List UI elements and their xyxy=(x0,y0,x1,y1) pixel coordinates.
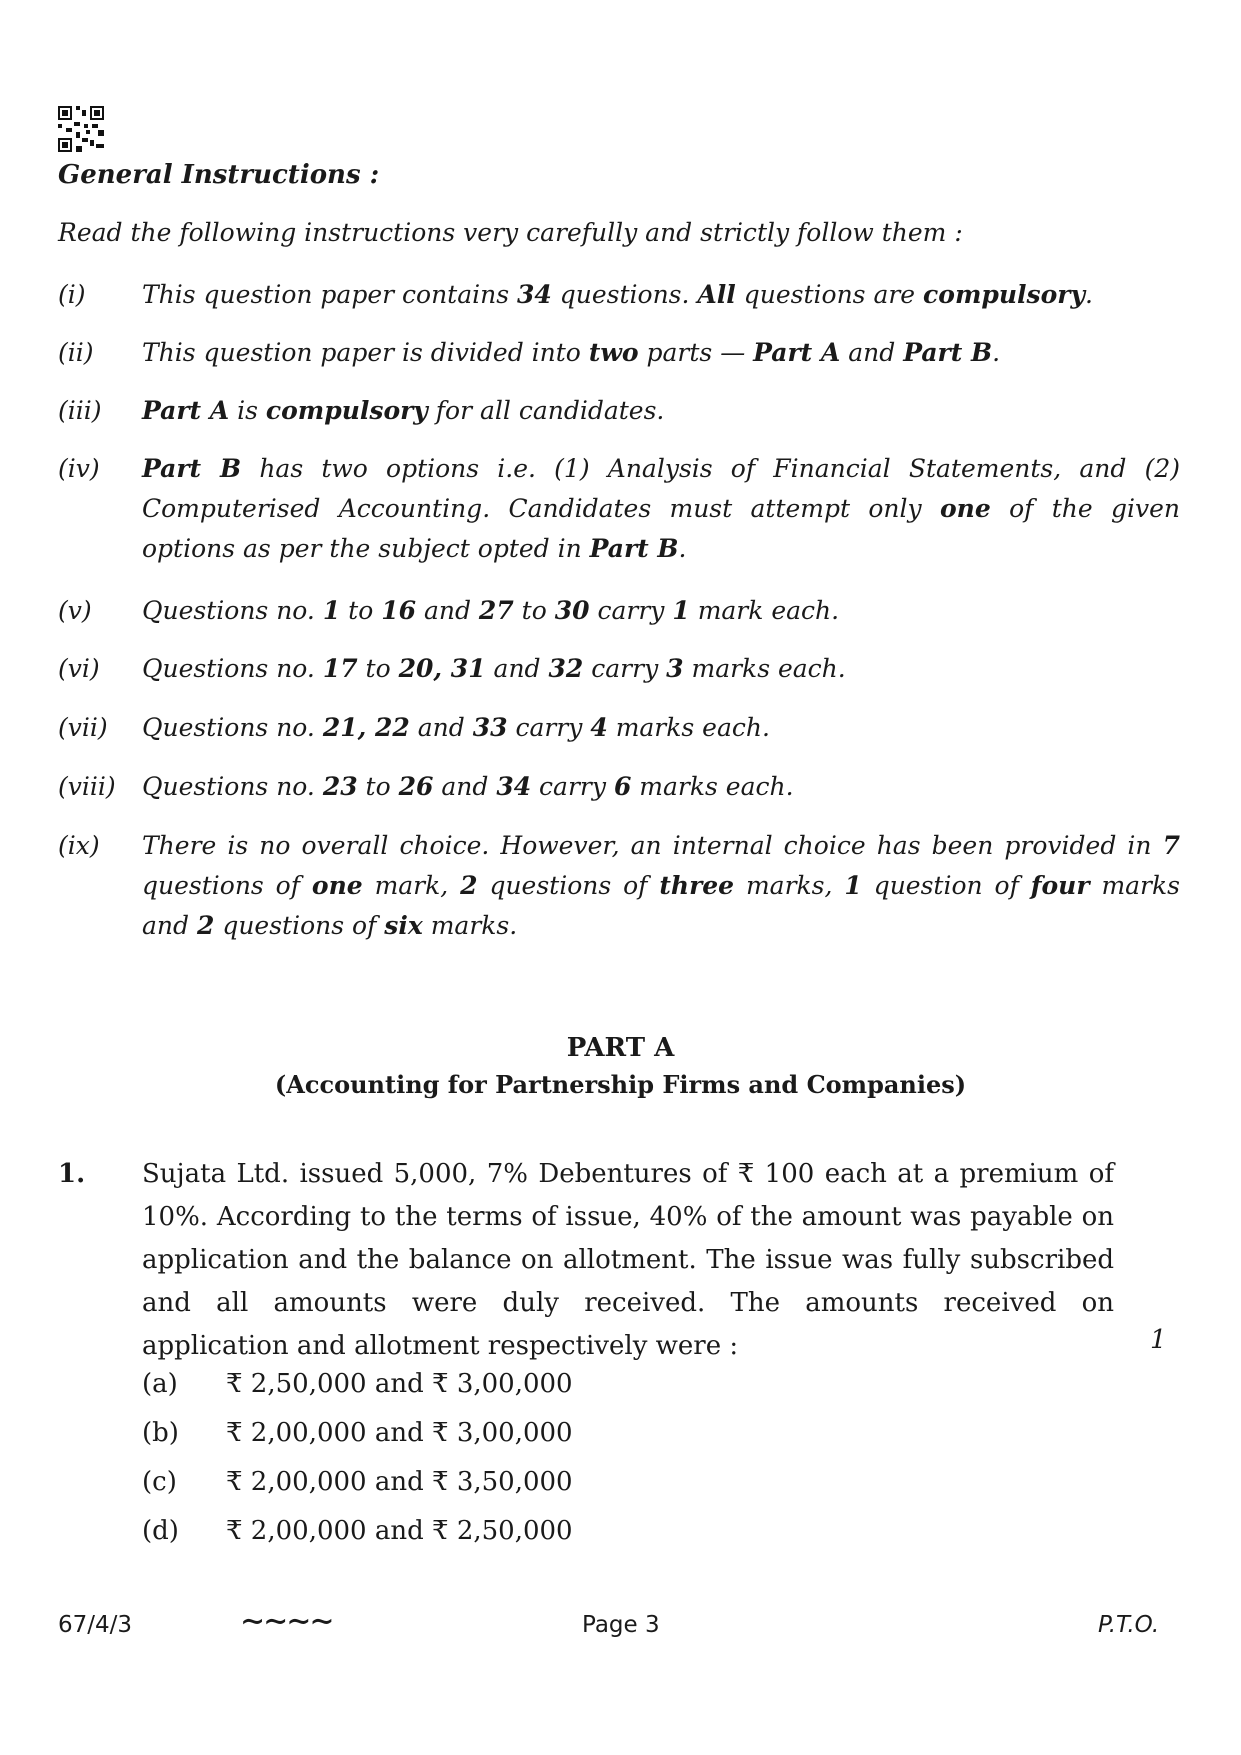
option-label: (d) xyxy=(142,1516,179,1546)
instruction-item xyxy=(58,275,1180,315)
instruction-text: Questions no. 1 to 16 and 27 to 30 carry 1 mark each. xyxy=(142,596,840,625)
instruction-number: (v) xyxy=(58,596,92,625)
option-label: (b) xyxy=(142,1418,179,1448)
option-text: ₹ 2,50,000 and ₹ 3,00,000 xyxy=(226,1369,573,1399)
instruction-text: Questions no. 23 to 26 and 34 carry 6 marks each. xyxy=(142,772,794,801)
general-instructions-title: General Instructions : xyxy=(58,160,380,190)
option-label: (a) xyxy=(142,1369,178,1399)
instruction-item xyxy=(58,333,1180,373)
part-a-title: PART A xyxy=(566,1033,675,1063)
instruction-text: There is no overall choice. However, an internal choice has been provided in 7 questions of one mark, 2 questions of three marks, 1 question of four marks and 2 questions of six marks. xyxy=(142,831,1180,940)
pto-label: P.T.O. xyxy=(1098,1612,1160,1638)
instruction-item xyxy=(58,708,1180,748)
general-instructions-intro: Read the following instructions very carefully and strictly follow them : xyxy=(58,218,963,247)
instruction-text: Questions no. 17 to 20, 31 and 32 carry 3 marks each. xyxy=(142,654,846,683)
instruction-number: (ix) xyxy=(58,831,100,860)
instruction-item xyxy=(58,449,1180,569)
paper-code: 67/4/3 xyxy=(58,1612,133,1638)
page-number: Page 3 xyxy=(582,1612,660,1638)
tilde-ornament: ∼∼∼∼ xyxy=(240,1604,333,1639)
instruction-item xyxy=(58,391,1180,431)
instruction-item xyxy=(58,649,1180,689)
instruction-number: (i) xyxy=(58,280,86,309)
instruction-number: (iii) xyxy=(58,396,102,425)
instruction-text: Questions no. 21, 22 and 33 carry 4 marks each. xyxy=(142,713,770,742)
instruction-text: Part B has two options i.e. (1) Analysis of Financial Statements, and (2) Computerised Accounting. Candidates must attempt only one of the given options as per the subject opted in Part B. xyxy=(142,454,1180,563)
question-number: 1. xyxy=(58,1159,86,1189)
option-text: ₹ 2,00,000 and ₹ 3,00,000 xyxy=(226,1418,573,1448)
instruction-text: This question paper is divided into two parts — Part A and Part B. xyxy=(142,338,1001,367)
instruction-number: (vii) xyxy=(58,713,108,742)
qr-code-icon xyxy=(58,106,104,152)
option-text: ₹ 2,00,000 and ₹ 2,50,000 xyxy=(226,1516,573,1546)
instruction-text: Part A is compulsory for all candidates. xyxy=(142,396,665,425)
instruction-text: This question paper contains 34 questions. All questions are compulsory. xyxy=(142,280,1093,309)
option-label: (c) xyxy=(142,1467,177,1497)
instruction-number: (iv) xyxy=(58,454,100,483)
instruction-number: (viii) xyxy=(58,772,116,801)
instruction-number: (ii) xyxy=(58,338,94,367)
question-text: Sujata Ltd. issued 5,000, 7% Debentures of ₹ 100 each at a premium of 10%. According to the terms of issue, 40% of the amount was payable on application and the balance on allotment. The issue was fully subscribed and all amounts were duly received. The amounts received on application and allotment respectively were : xyxy=(142,1159,1114,1361)
instruction-item xyxy=(58,767,1180,807)
option-text: ₹ 2,00,000 and ₹ 3,50,000 xyxy=(226,1467,573,1497)
instruction-item xyxy=(58,591,1180,631)
instruction-number: (vi) xyxy=(58,654,100,683)
part-a-subtitle: (Accounting for Partnership Firms and Companies) xyxy=(274,1070,967,1099)
question-marks: 1 xyxy=(1150,1325,1167,1355)
instruction-item xyxy=(58,826,1180,946)
